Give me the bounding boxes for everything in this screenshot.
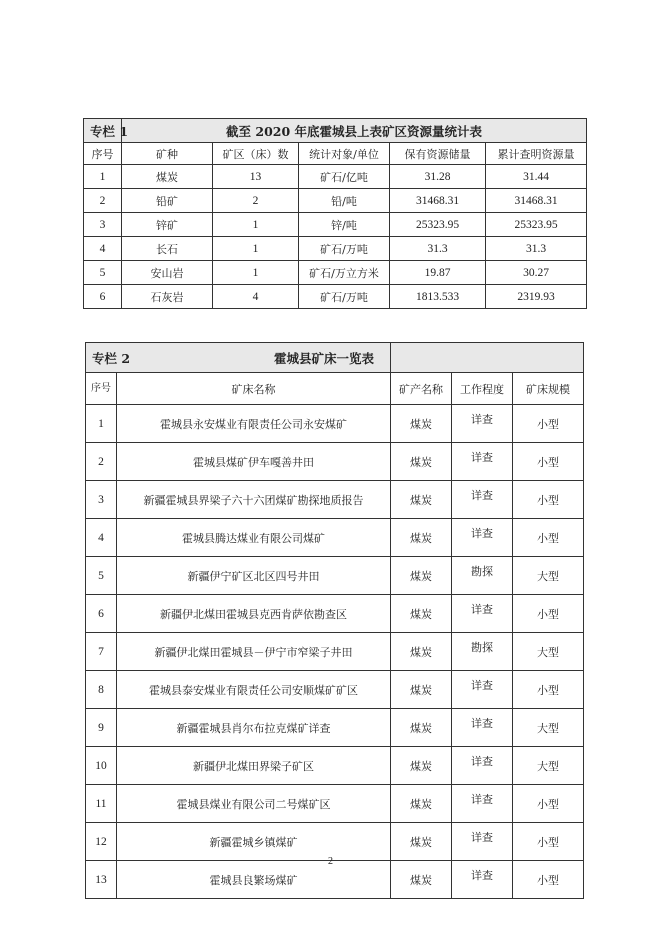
column-header: 矿床名称: [117, 373, 391, 405]
table-cell: 25323.95: [390, 213, 486, 237]
table-cell: 煤炭: [391, 595, 452, 633]
table-cell: 31.44: [486, 165, 587, 189]
table-cell: 详查: [452, 861, 513, 899]
table-cell: 30.27: [486, 261, 587, 285]
table-cell: 大型: [513, 709, 584, 747]
table-row: [84, 165, 587, 189]
table-cell: 煤炭: [391, 671, 452, 709]
table-cell: 新疆伊北煤田霍城县－伊宁市窄梁子井田: [117, 633, 391, 671]
table-cell: 详查: [452, 671, 513, 709]
table-cell: 1: [213, 261, 299, 285]
table-cell: 31.28: [390, 165, 486, 189]
table-cell: 新疆霍城乡镇煤矿: [117, 823, 391, 861]
table-cell: 5: [84, 261, 122, 285]
table-cell: 大型: [513, 557, 584, 595]
table-cell: 霍城县煤业有限公司二号煤矿区: [117, 785, 391, 823]
table-cell: 小型: [513, 405, 584, 443]
table-cell: 霍城县泰安煤业有限责任公司安顺煤矿矿区: [117, 671, 391, 709]
table-cell: 煤炭: [391, 557, 452, 595]
table-cell: 2: [84, 189, 122, 213]
table-row: [86, 519, 584, 557]
table-cell: 长石: [122, 237, 213, 261]
resource-statistics-table: [83, 118, 587, 309]
table-cell: 铅/吨: [299, 189, 390, 213]
table-row: [84, 213, 587, 237]
table-cell: 31.3: [390, 237, 486, 261]
table-row: [86, 823, 584, 861]
table-cell: 详查: [452, 595, 513, 633]
column-header: 矿区（床）数: [213, 143, 299, 165]
table-cell: 3: [84, 213, 122, 237]
table-cell: 煤炭: [391, 747, 452, 785]
table2-label: [86, 343, 391, 373]
table-cell: 矿石/万立方米: [299, 261, 390, 285]
table-cell: 勘探: [452, 633, 513, 671]
table-cell: 小型: [513, 861, 584, 899]
table-row: [86, 405, 584, 443]
table1-title: 截至 2020 年底霍城县上表矿区资源量统计表: [122, 119, 587, 143]
table-cell: 锌矿: [122, 213, 213, 237]
table-cell: 9: [86, 709, 117, 747]
table2-title: 霍城县矿床一览表: [274, 350, 375, 366]
table-cell: 6: [84, 285, 122, 309]
table-cell: 7: [86, 633, 117, 671]
table1-label: 专栏 1: [84, 119, 122, 143]
table-cell: 勘探: [452, 557, 513, 595]
table-cell: 小型: [513, 785, 584, 823]
table-cell: 3: [86, 481, 117, 519]
column-header: 累计查明资源量: [486, 143, 587, 165]
table-cell: 煤炭: [391, 519, 452, 557]
table-cell: 1: [213, 237, 299, 261]
table-row: [86, 633, 584, 671]
table2-label-text: 专栏 2: [92, 350, 131, 366]
table-row: [86, 671, 584, 709]
table-cell: 煤炭: [391, 481, 452, 519]
table-cell: 大型: [513, 633, 584, 671]
table-cell: 6: [86, 595, 117, 633]
table-cell: 详查: [452, 823, 513, 861]
table-cell: 小型: [513, 519, 584, 557]
table-cell: 煤炭: [391, 709, 452, 747]
table-cell: 新疆伊北煤田霍城县克西肯萨依勘查区: [117, 595, 391, 633]
table-cell: 铅矿: [122, 189, 213, 213]
table-cell: 4: [213, 285, 299, 309]
table2-header-row: [86, 373, 584, 405]
table-cell: 31468.31: [486, 189, 587, 213]
table-cell: 新疆伊宁矿区北区四号井田: [117, 557, 391, 595]
table-row: [86, 861, 584, 899]
table-cell: 13: [213, 165, 299, 189]
table-cell: 详查: [452, 405, 513, 443]
table-cell: 2: [213, 189, 299, 213]
table-cell: 矿石/亿吨: [299, 165, 390, 189]
table-row: [86, 747, 584, 785]
table-cell: 1: [84, 165, 122, 189]
deposit-list-table: [85, 342, 584, 899]
table-cell: 1: [86, 405, 117, 443]
table-cell: 详查: [452, 709, 513, 747]
table-cell: 煤炭: [391, 633, 452, 671]
table-row: [86, 557, 584, 595]
table-cell: 矿石/万吨: [299, 285, 390, 309]
table-cell: 矿石/万吨: [299, 237, 390, 261]
table-row: [84, 237, 587, 261]
table-cell: 煤炭: [122, 165, 213, 189]
table-cell: 2319.93: [486, 285, 587, 309]
column-header: 工作程度: [452, 373, 513, 405]
table-cell: 煤炭: [391, 405, 452, 443]
page-number: 2: [328, 856, 333, 867]
table-cell: 煤炭: [391, 823, 452, 861]
table-cell: 4: [84, 237, 122, 261]
table-cell: 31468.31: [390, 189, 486, 213]
table-cell: 4: [86, 519, 117, 557]
table-row: [84, 285, 587, 309]
table-cell: 大型: [513, 747, 584, 785]
table-row: [86, 595, 584, 633]
column-header: 保有资源储量: [390, 143, 486, 165]
table-cell: 煤炭: [391, 861, 452, 899]
table-cell: 新疆霍城县界梁子六十六团煤矿勘探地质报告: [117, 481, 391, 519]
table-cell: 锌/吨: [299, 213, 390, 237]
table-cell: 8: [86, 671, 117, 709]
table-cell: 10: [86, 747, 117, 785]
table-cell: 霍城县煤矿伊车嘎善井田: [117, 443, 391, 481]
column-header: 统计对象/单位: [299, 143, 390, 165]
table-row: [86, 443, 584, 481]
table-cell: 19.87: [390, 261, 486, 285]
column-header: 序号: [84, 143, 122, 165]
table-cell: 详查: [452, 519, 513, 557]
table1-header-row: [84, 143, 587, 165]
table-cell: 新疆霍城县肖尔布拉克煤矿详查: [117, 709, 391, 747]
table-row: [86, 481, 584, 519]
table-cell: 25323.95: [486, 213, 587, 237]
table-cell: 安山岩: [122, 261, 213, 285]
table-cell: 霍城县良繁场煤矿: [117, 861, 391, 899]
table-cell: 31.3: [486, 237, 587, 261]
table-cell: 1813.533: [390, 285, 486, 309]
table-cell: 5: [86, 557, 117, 595]
table-cell: 2: [86, 443, 117, 481]
table-cell: 小型: [513, 671, 584, 709]
table-row: [84, 189, 587, 213]
table-cell: 详查: [452, 747, 513, 785]
table-cell: 11: [86, 785, 117, 823]
table-cell: 霍城县永安煤业有限责任公司永安煤矿: [117, 405, 391, 443]
table-cell: 13: [86, 861, 117, 899]
column-header: 矿产名称: [391, 373, 452, 405]
table-cell: 小型: [513, 595, 584, 633]
table-cell: 1: [213, 213, 299, 237]
table-row: [86, 709, 584, 747]
table-cell: 12: [86, 823, 117, 861]
table-row: [86, 785, 584, 823]
table-cell: 小型: [513, 443, 584, 481]
table-cell: 煤炭: [391, 443, 452, 481]
table-cell: 详查: [452, 443, 513, 481]
table-cell: 小型: [513, 823, 584, 861]
column-header: 矿种: [122, 143, 213, 165]
table-row: [84, 261, 587, 285]
table-cell: 石灰岩: [122, 285, 213, 309]
table-cell: 详查: [452, 481, 513, 519]
column-header: 矿床规模: [513, 373, 584, 405]
column-header: 序号: [86, 373, 117, 405]
table-cell: 煤炭: [391, 785, 452, 823]
table-cell: 新疆伊北煤田界梁子矿区: [117, 747, 391, 785]
table-cell: 小型: [513, 481, 584, 519]
table-cell: 霍城县腾达煤业有限公司煤矿: [117, 519, 391, 557]
table-cell: 详查: [452, 785, 513, 823]
